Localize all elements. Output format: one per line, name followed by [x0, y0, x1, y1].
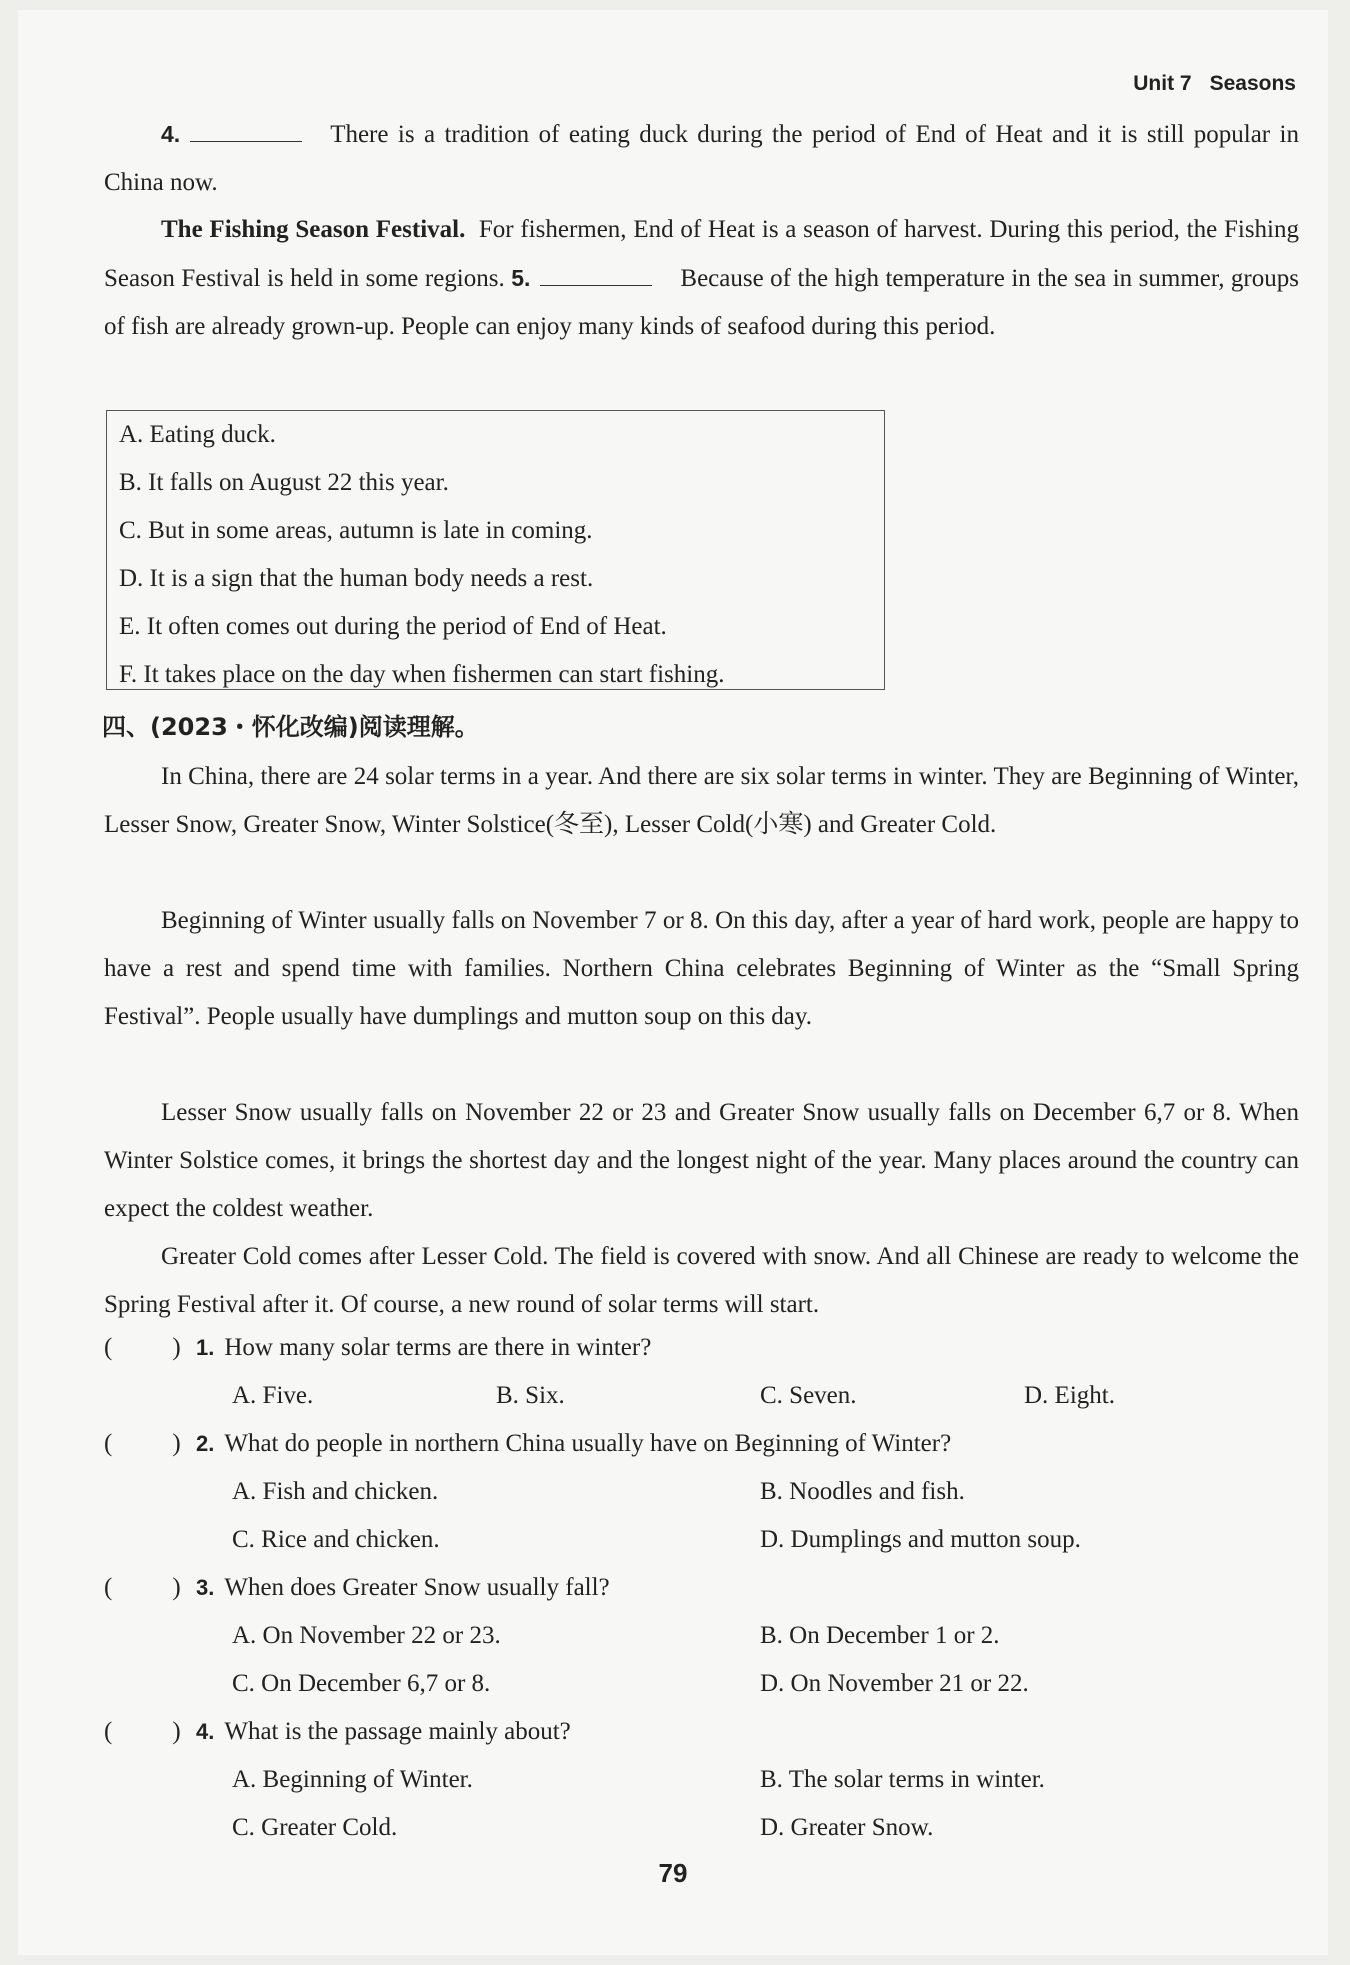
- choice-4d[interactable]: D. Greater Snow.: [760, 1814, 934, 1841]
- festival-title: The Fishing Season Festival.: [161, 216, 466, 243]
- item-text: There is a tradition of eating duck during the period of End of Heat and it is still popular in China now.: [104, 121, 1299, 196]
- page-number: 79: [658, 1858, 688, 1888]
- question-text: How many solar terms are there in winter?: [224, 1334, 652, 1361]
- choice-1b[interactable]: B. Six.: [496, 1382, 565, 1409]
- choice-2c[interactable]: C. Rice and chicken.: [232, 1526, 440, 1553]
- unit-title: Seasons: [1209, 72, 1296, 95]
- item-number-5: 5.: [511, 265, 531, 291]
- options-box: [106, 410, 885, 690]
- choice-3b[interactable]: B. On December 1 or 2.: [760, 1622, 1000, 1649]
- option-f: F. It takes place on the day when fishermen can start fishing.: [119, 661, 725, 688]
- option-c: C. But in some areas, autumn is late in coming.: [119, 517, 593, 544]
- option-a: A. Eating duck.: [119, 421, 276, 448]
- festival-text-2: Because of the high temperature in the sea in summer, groups of fish are already grown-up. People can enjoy many kinds of seafood during this period.: [104, 265, 1299, 340]
- option-e: E. It often comes out during the period of End of Heat.: [119, 613, 667, 640]
- choice-3c[interactable]: C. On December 6,7 or 8.: [232, 1670, 491, 1697]
- choice-4a[interactable]: A. Beginning of Winter.: [232, 1766, 473, 1793]
- question-text: What is the passage mainly about?: [224, 1718, 571, 1745]
- choice-2b[interactable]: B. Noodles and fish.: [760, 1478, 965, 1505]
- choice-2a[interactable]: A. Fish and chicken.: [232, 1478, 439, 1505]
- festival-text-1: For fishermen, End of Heat is a season of harvest. During this period, the Fishing Season Festival is held in some regions.: [104, 216, 1299, 292]
- fill-blank-item-4: [104, 110, 1299, 207]
- question-number: 2.: [196, 1431, 215, 1456]
- choice-3a[interactable]: A. On November 22 or 23.: [232, 1622, 501, 1649]
- choice-4b[interactable]: B. The solar terms in winter.: [760, 1766, 1045, 1793]
- festival-paragraph: [104, 206, 1299, 351]
- choice-3d[interactable]: D. On November 21 or 22.: [760, 1670, 1029, 1697]
- reading-paragraph-3: Lesser Snow usually falls on November 22 or 23 and Greater Snow usually falls on December 6,7 or 8. When Winter Solstice comes, it brings the shortest day and the longest night of the year. Many places around the country can expect the coldest weather.: [104, 1099, 1299, 1222]
- question-text: What do people in northern China usually have on Beginning of Winter?: [224, 1430, 952, 1457]
- choice-1c[interactable]: C. Seven.: [760, 1382, 857, 1409]
- section-title: 四、(2023・怀化改编)阅读理解。: [102, 713, 479, 741]
- question-number: 1.: [196, 1335, 215, 1360]
- option-d: D. It is a sign that the human body needs a rest.: [119, 565, 594, 592]
- question-2: [104, 1424, 1299, 1464]
- choice-4c[interactable]: C. Greater Cold.: [232, 1814, 398, 1841]
- question-3: [104, 1568, 1299, 1608]
- answer-parens[interactable]: ( ): [104, 1574, 181, 1601]
- answer-blank[interactable]: [540, 263, 652, 286]
- answer-parens[interactable]: ( ): [104, 1718, 181, 1745]
- reading-paragraph-4: Greater Cold comes after Lesser Cold. The field is covered with snow. And all Chinese are ready to welcome the Spring Festival after it. Of course, a new round of solar terms will start.: [104, 1243, 1299, 1318]
- choice-1a[interactable]: A. Five.: [232, 1382, 314, 1409]
- reading-paragraph-2: Beginning of Winter usually falls on November 7 or 8. On this day, after a year of hard work, people are happy to have a rest and spend time with families. Northern China celebrates Beginning of Winter as the “Small Spring Festival”. People usually have dumplings and mutton soup on this day.: [104, 907, 1299, 1030]
- choice-1d[interactable]: D. Eight.: [1024, 1382, 1115, 1409]
- reading-paragraph-1: In China, there are 24 solar terms in a year. And there are six solar terms in winter. They are Beginning of Winter, Lesser Snow, Greater Snow, Winter Solstice(冬至), Lesser Cold(小寒) and Greater Cold.: [104, 763, 1299, 838]
- item-number: 4.: [161, 121, 181, 147]
- workbook-page: [18, 10, 1328, 1955]
- question-4: [104, 1712, 1299, 1752]
- answer-parens[interactable]: ( ): [104, 1334, 181, 1361]
- question-number: 3.: [196, 1575, 215, 1600]
- answer-blank[interactable]: [190, 119, 302, 142]
- option-b: B. It falls on August 22 this year.: [119, 469, 449, 496]
- unit-label: Unit 7: [1133, 72, 1192, 95]
- running-header: [1133, 72, 1296, 96]
- choice-2d[interactable]: D. Dumplings and mutton soup.: [760, 1526, 1081, 1553]
- question-number: 4.: [196, 1719, 215, 1744]
- question-text: When does Greater Snow usually fall?: [224, 1574, 610, 1601]
- answer-parens[interactable]: ( ): [104, 1430, 181, 1457]
- question-1: [104, 1328, 1299, 1368]
